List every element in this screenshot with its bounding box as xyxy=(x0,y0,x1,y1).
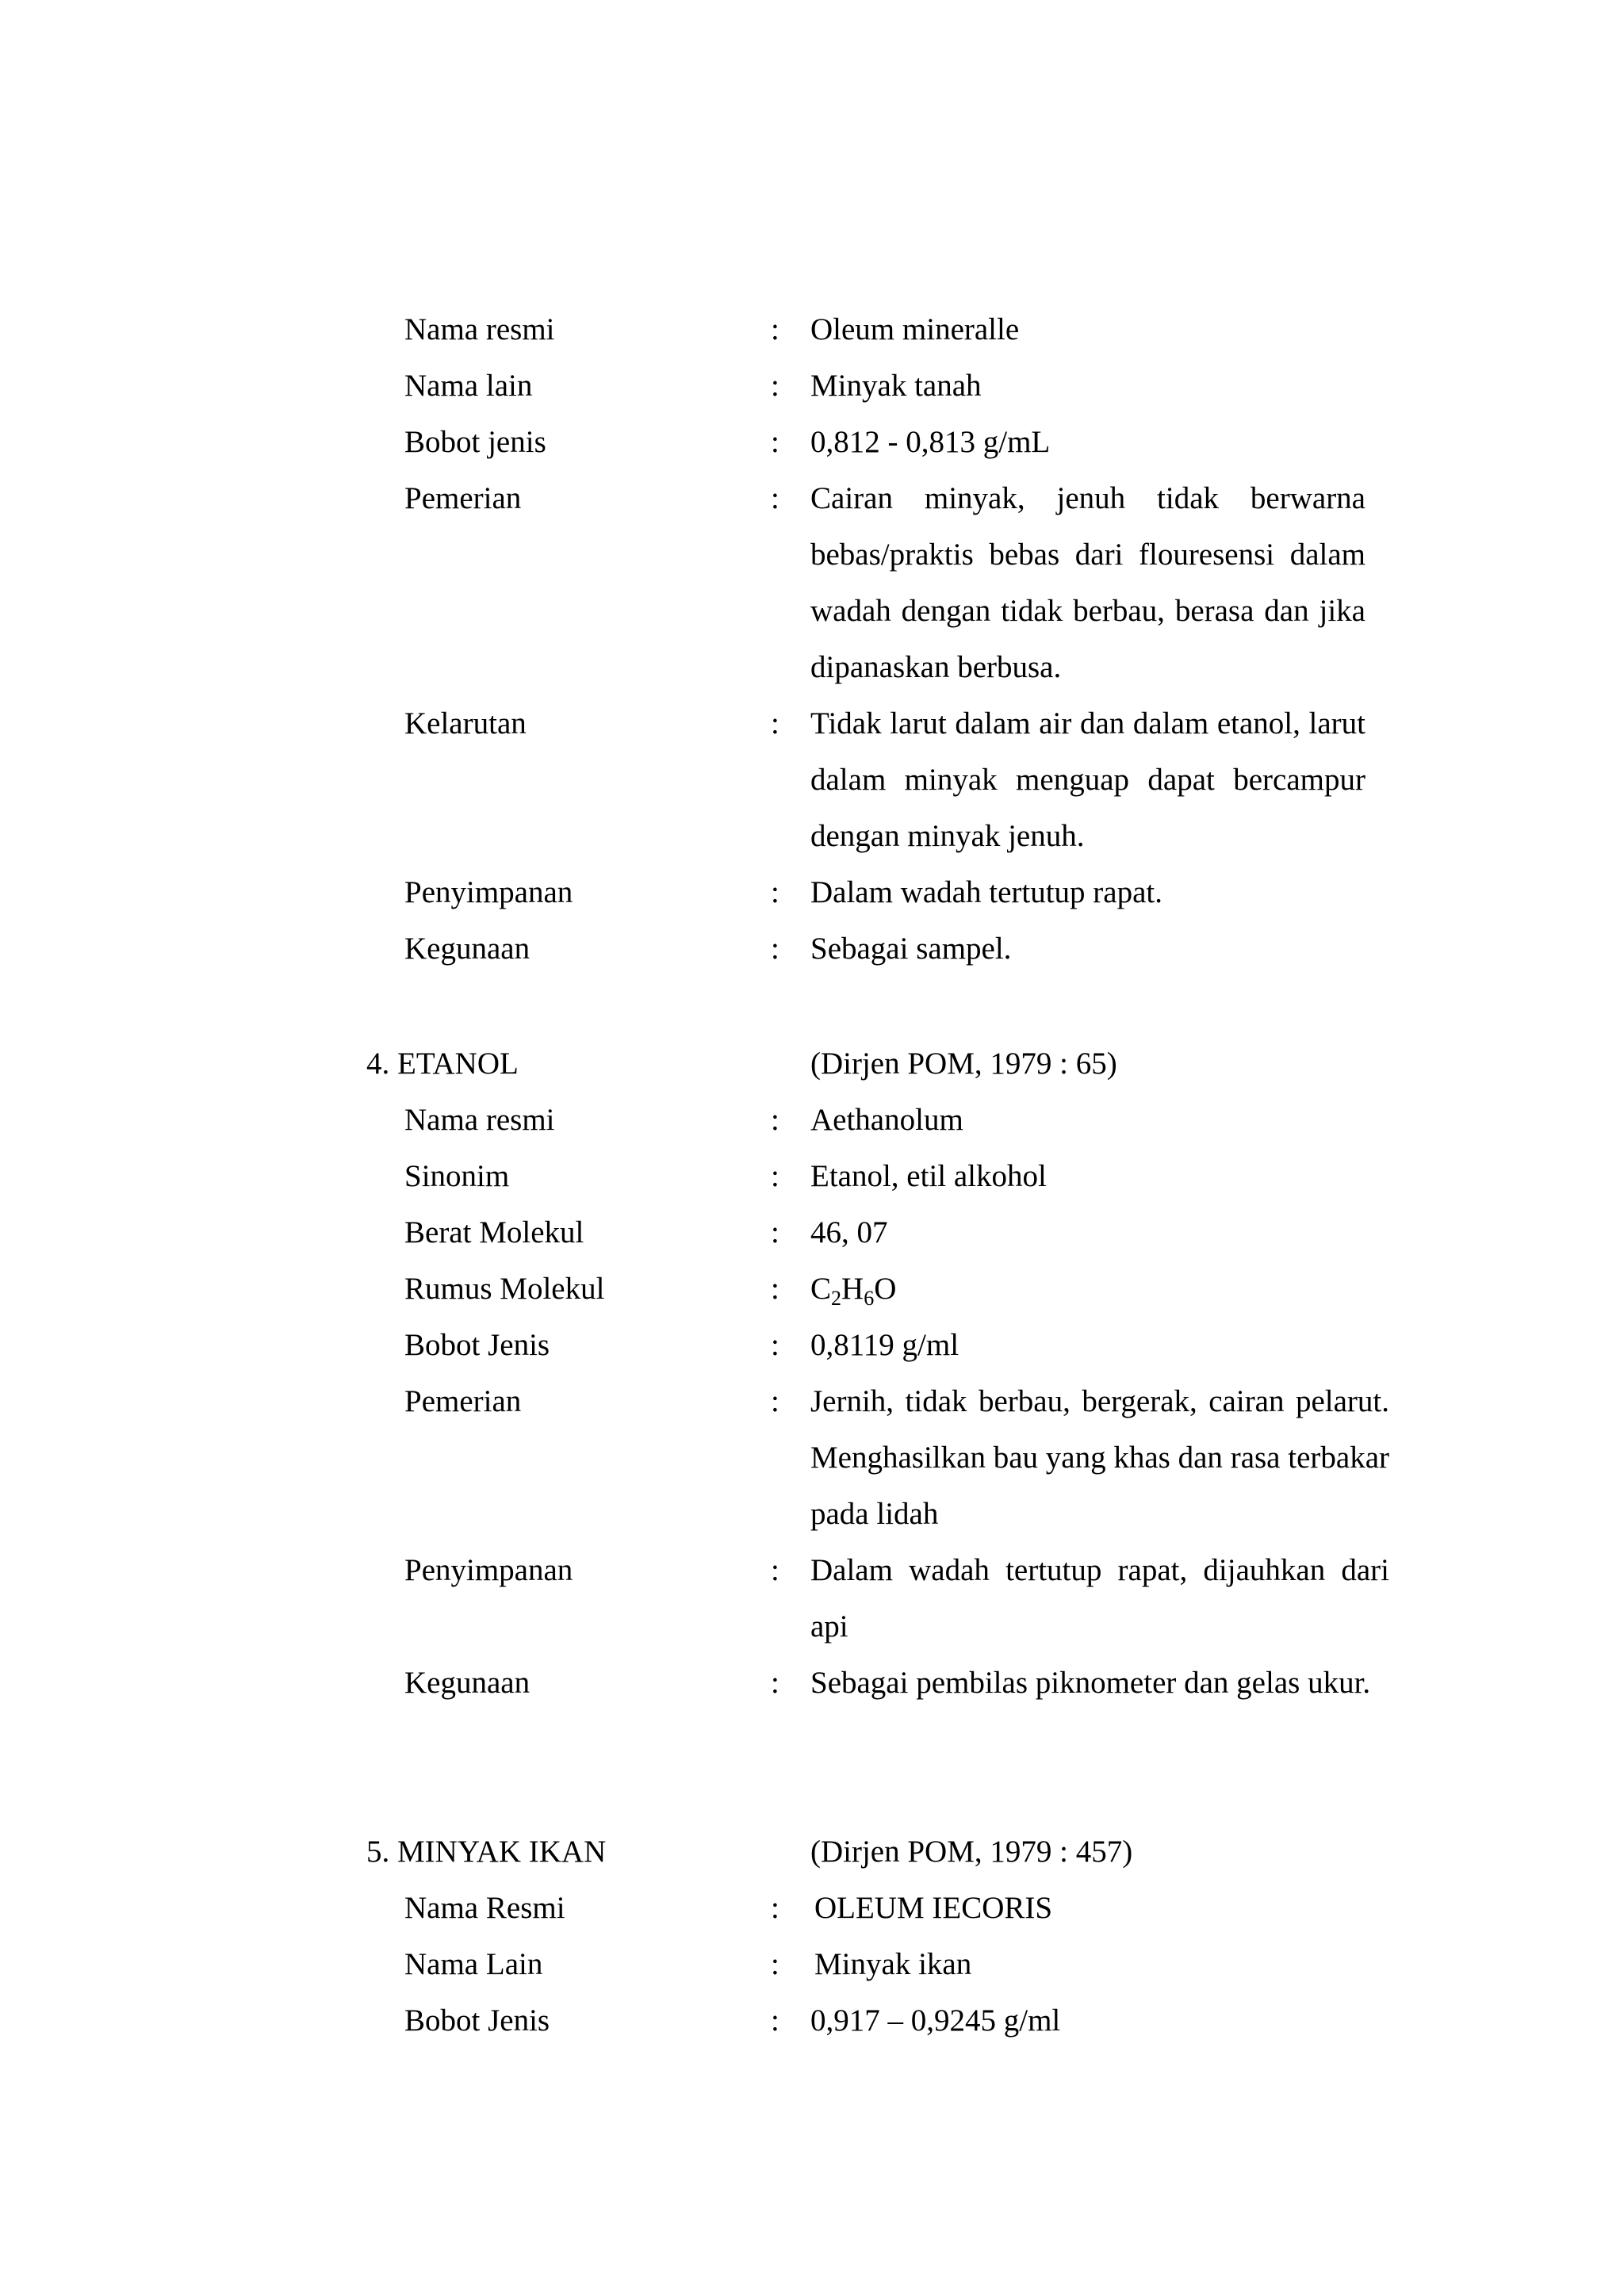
property-label: Kegunaan xyxy=(404,1666,530,1700)
property-value: Jernih, tidak berbau, bergerak, cairan pelarut. Menghasilkan bau yang khas dan rasa terbakar pada lidah xyxy=(810,1384,1389,1531)
property-label: Sinonim xyxy=(404,1159,510,1193)
property-label: Pemerian xyxy=(404,1384,522,1418)
section-heading: 5. MINYAK IKAN xyxy=(366,1835,607,1869)
property-label: Kegunaan xyxy=(404,932,530,966)
formula-subscript-h: 6 xyxy=(864,1287,875,1310)
section-reference: (Dirjen POM, 1979 : 457) xyxy=(810,1835,1133,1869)
property-colon: : xyxy=(771,1103,779,1137)
property-label: Berat Molekul xyxy=(404,1215,584,1249)
property-colon: : xyxy=(771,932,779,966)
property-colon: : xyxy=(771,1666,779,1700)
property-value: Sebagai pembilas piknometer dan gelas ukur. xyxy=(810,1666,1371,1700)
property-colon: : xyxy=(771,1947,779,1981)
property-value: Minyak tanah xyxy=(810,369,982,403)
property-colon: : xyxy=(771,1272,779,1306)
property-value: 46, 07 xyxy=(810,1215,888,1249)
property-colon: : xyxy=(771,875,779,909)
property-label: Bobot Jenis xyxy=(404,2003,550,2038)
property-colon: : xyxy=(771,1159,779,1193)
property-label: Bobot Jenis xyxy=(404,1328,550,1362)
section-reference: (Dirjen POM, 1979 : 65) xyxy=(810,1047,1117,1081)
property-label: Nama resmi xyxy=(404,1103,555,1137)
formula-subscript-c: 2 xyxy=(831,1287,842,1310)
property-value: Dalam wadah tertutup rapat, dijauhkan dari api xyxy=(810,1553,1389,1644)
property-label: Penyimpanan xyxy=(404,1553,573,1587)
property-label: Nama resmi xyxy=(404,312,555,346)
property-colon: : xyxy=(771,369,779,403)
property-label: Kelarutan xyxy=(404,706,527,740)
property-value: 0,8119 g/ml xyxy=(810,1328,959,1362)
section-heading: 4. ETANOL xyxy=(366,1047,519,1081)
property-label: Penyimpanan xyxy=(404,875,573,909)
property-colon: : xyxy=(771,1553,779,1587)
property-colon: : xyxy=(771,312,779,346)
property-value: Dalam wadah tertutup rapat. xyxy=(810,875,1162,909)
molecular-formula xyxy=(810,1261,896,1317)
property-colon: : xyxy=(771,2003,779,2038)
formula-element-c: C xyxy=(810,1272,832,1306)
property-colon: : xyxy=(771,706,779,740)
property-label: Bobot jenis xyxy=(404,425,546,459)
property-value: Aethanolum xyxy=(810,1103,963,1137)
property-label: Nama Resmi xyxy=(404,1891,565,1925)
formula-element-o: O xyxy=(874,1272,897,1306)
property-value: Oleum mineralle xyxy=(810,312,1020,346)
property-colon: : xyxy=(771,481,779,515)
property-colon: : xyxy=(771,1328,779,1362)
property-colon: : xyxy=(771,425,779,459)
property-value: Minyak ikan xyxy=(814,1947,972,1981)
property-value: Sebagai sampel. xyxy=(810,932,1012,966)
property-label: Pemerian xyxy=(404,481,522,515)
property-colon: : xyxy=(771,1384,779,1418)
property-colon: : xyxy=(771,1215,779,1249)
property-label: Rumus Molekul xyxy=(404,1272,605,1306)
property-value: Cairan minyak, jenuh tidak berwarna bebas/praktis bebas dari flouresensi dalam wadah dengan tidak berbau, berasa dan jika dipanaskan berbusa. xyxy=(810,481,1365,684)
property-value: Etanol, etil alkohol xyxy=(810,1159,1047,1193)
property-label: Nama Lain xyxy=(404,1947,543,1981)
property-colon: : xyxy=(771,1891,779,1925)
property-value: 0,917 – 0,9245 g/ml xyxy=(810,2003,1061,2038)
property-value: 0,812 - 0,813 g/mL xyxy=(810,425,1051,459)
property-value: OLEUM IECORIS xyxy=(814,1891,1053,1925)
formula-element-h: H xyxy=(841,1272,864,1306)
property-label: Nama lain xyxy=(404,369,533,403)
property-value: Tidak larut dalam air dan dalam etanol, larut dalam minyak menguap dapat bercampur dengan minyak jenuh. xyxy=(810,706,1365,853)
